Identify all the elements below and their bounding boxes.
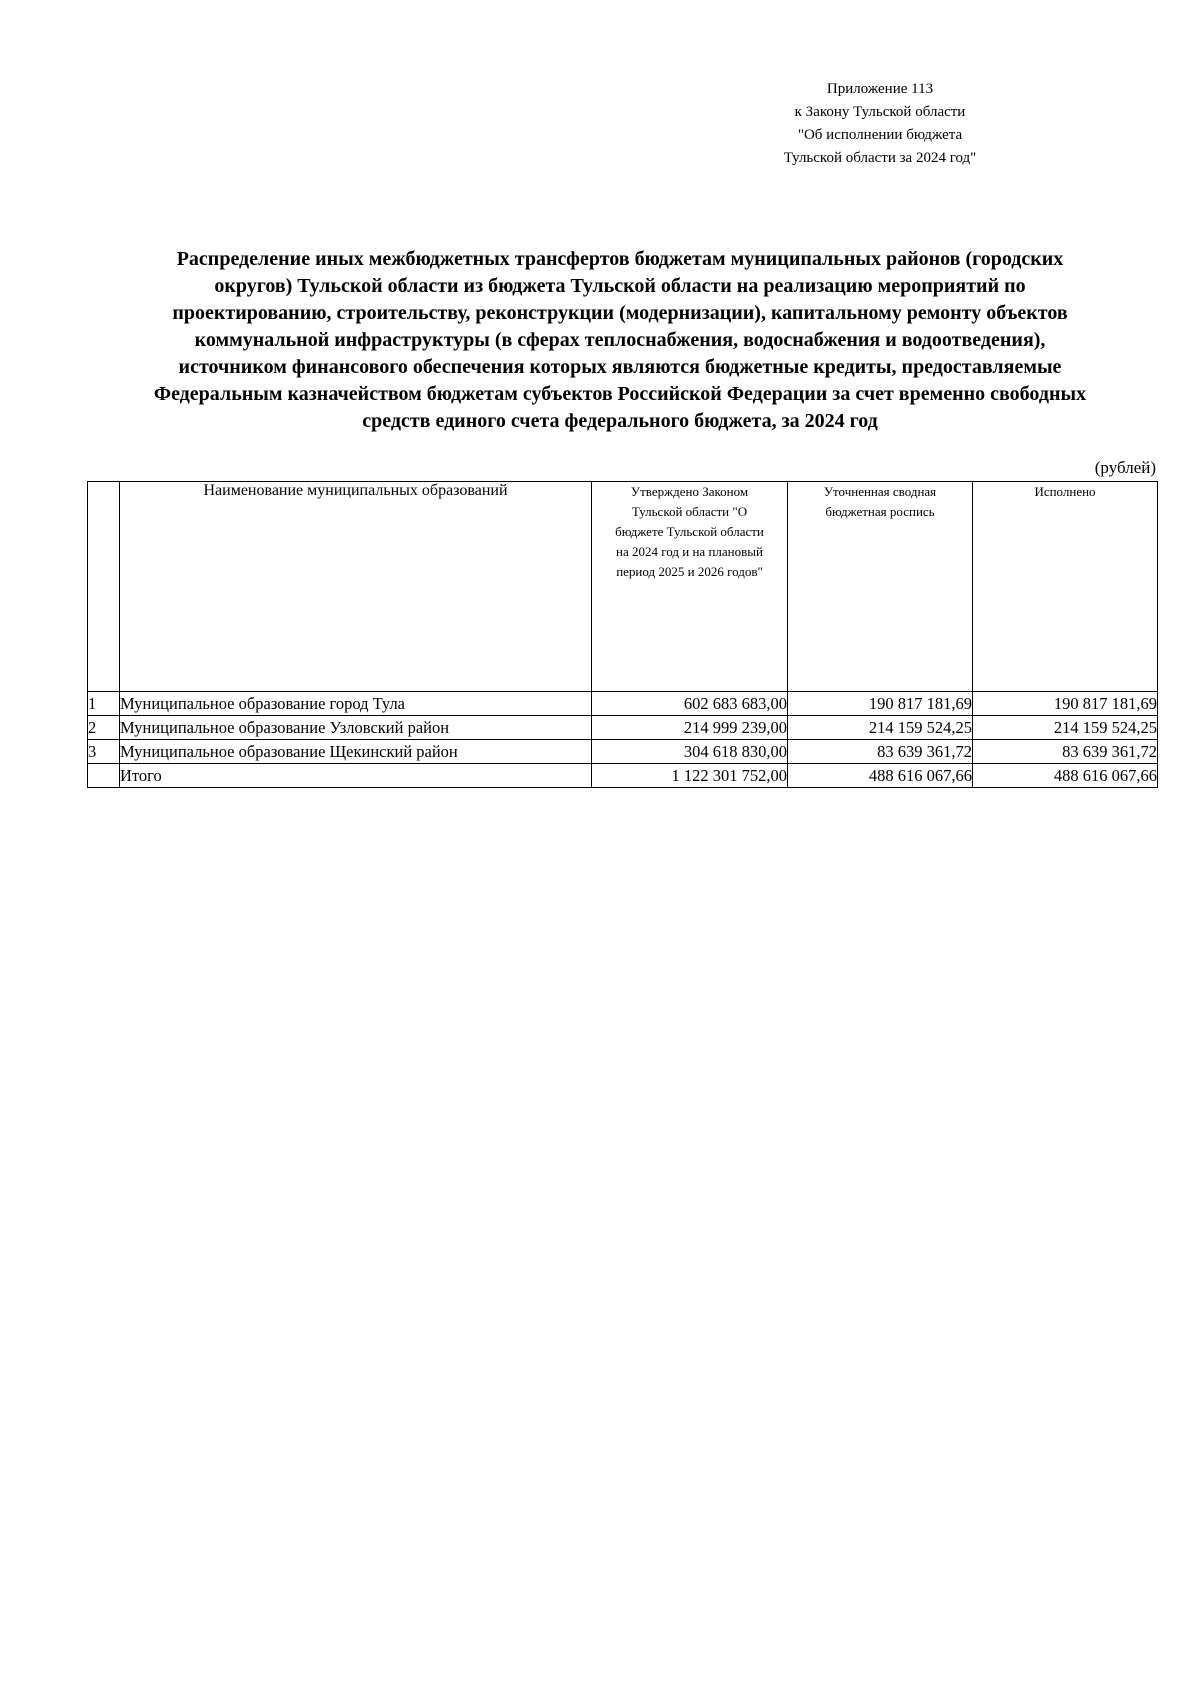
- row-name: Муниципальное образование Узловский район: [120, 716, 592, 740]
- title-line: Распределение иных межбюджетных трансфертов бюджетам муниципальных районов (городских: [176, 248, 1064, 270]
- row-approved: 214 999 239,00: [592, 716, 788, 740]
- header-approved-line: бюджете Тульской области: [615, 524, 764, 539]
- row-name: Муниципальное образование город Тула: [120, 692, 592, 716]
- row-revised: 214 159 524,25: [788, 716, 973, 740]
- row-num: 2: [88, 716, 120, 740]
- header-executed: Исполнено: [973, 482, 1158, 692]
- table-row: [88, 692, 1158, 716]
- header-approved-line: на 2024 год и на плановый: [616, 544, 763, 559]
- total-executed: 488 616 067,66: [973, 764, 1158, 788]
- table-row: [88, 740, 1158, 764]
- row-num: 1: [88, 692, 120, 716]
- header-approved-line: период 2025 и 2026 годов": [616, 564, 763, 579]
- unit-label: (рублей): [1094, 458, 1156, 477]
- header-name: Наименование муниципальных образований: [120, 482, 592, 692]
- total-approved: 1 122 301 752,00: [592, 764, 788, 788]
- header-num: [88, 482, 120, 692]
- row-executed: 83 639 361,72: [973, 740, 1158, 764]
- total-revised: 488 616 067,66: [788, 764, 973, 788]
- table-header-row: [88, 482, 1158, 692]
- appendix-line: Тульской области за 2024 год": [783, 150, 977, 166]
- row-revised: 190 817 181,69: [788, 692, 973, 716]
- header-revised-line: бюджетная роспись: [825, 504, 935, 519]
- appendix-block: [700, 78, 1060, 170]
- row-revised: 83 639 361,72: [788, 740, 973, 764]
- appendix-line: "Об исполнении бюджета: [797, 127, 963, 143]
- header-approved: [592, 482, 788, 692]
- distribution-table: [87, 481, 1158, 788]
- table-total-row: [88, 764, 1158, 788]
- title-line: источником финансового обеспечения которых являются бюджетные кредиты, предоставляемые: [178, 356, 1062, 378]
- header-revised: [788, 482, 973, 692]
- row-executed: 214 159 524,25: [973, 716, 1158, 740]
- row-approved: 602 683 683,00: [592, 692, 788, 716]
- header-approved-line: Утверждено Законом: [630, 484, 749, 499]
- title-line: средств единого счета федерального бюджета, за 2024 год: [362, 410, 878, 432]
- total-num: [88, 764, 120, 788]
- title-line: коммунальной инфраструктуры (в сферах теплоснабжения, водоснабжения и водоотведения),: [194, 329, 1046, 351]
- title-line: Федеральным казначейством бюджетам субъектов Российской Федерации за счет временно свободных: [153, 383, 1087, 405]
- row-name: Муниципальное образование Щекинский район: [120, 740, 592, 764]
- document-title: [80, 246, 1160, 435]
- header-approved-line: Тульской области "О: [631, 504, 748, 519]
- title-line: округов) Тульской области из бюджета Тульской области на реализацию мероприятий по: [214, 275, 1026, 297]
- table-row: [88, 716, 1158, 740]
- total-name: Итого: [120, 764, 592, 788]
- row-num: 3: [88, 740, 120, 764]
- header-revised-line: Уточненная сводная: [823, 484, 937, 499]
- title-line: проектированию, строительству, реконструкции (модернизации), капитальному ремонту объектов: [172, 302, 1068, 324]
- appendix-line: Приложение 113: [826, 81, 934, 97]
- row-approved: 304 618 830,00: [592, 740, 788, 764]
- appendix-line: к Закону Тульской области: [794, 104, 966, 120]
- row-executed: 190 817 181,69: [973, 692, 1158, 716]
